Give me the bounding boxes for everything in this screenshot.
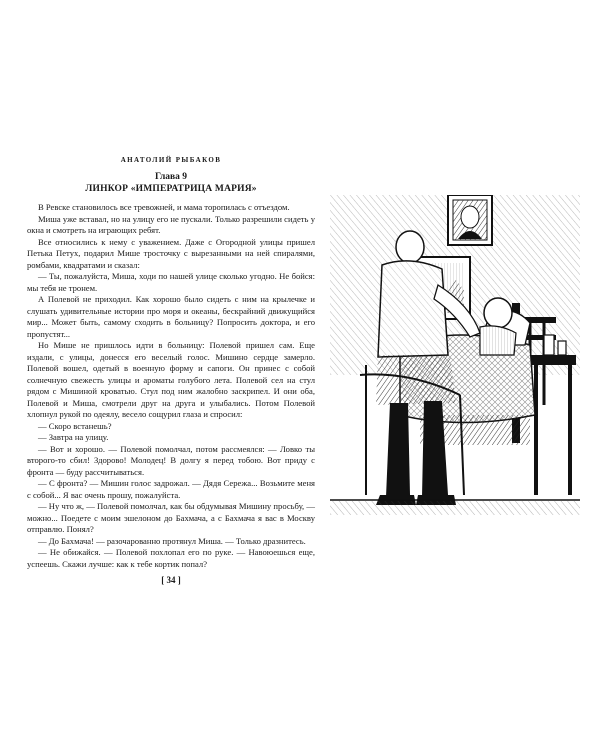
paragraph: — С фронта? — Мишин голос задрожал. — Дядя Сережа... Возьмите меня с собой... Я вас очень прошу, пожалуйста. — [27, 478, 315, 500]
ink-illustration-sailor-at-bedside-icon — [330, 195, 580, 515]
wall-portrait — [448, 195, 492, 245]
paragraph: Но Мише не пришлось идти в больницу: Полевой пришел сам. Еще издали, с улицы, донесся его веселый голос. Мишино сердце замерло. Полевой вошел, одетый в военную форму и сапоги. Он принес с собой солнечную свежесть улицы и ароматы голубого лета. Полевой сел на стул рядом с Мишиной кроватью. Стул под ним жалобно заскрипел. И они оба, Полевой и Миша, смотрели друг на друга и улыбались. Потом Полевой хлопнул рукой по одеялу, весело сощурил глаза и спросил: — [27, 340, 315, 419]
running-header-author: АНАТОЛИЙ РЫБАКОВ — [120, 156, 222, 164]
paragraph: — Ты, пожалуйста, Миша, ходи по нашей улице сколько угодно. Не бойся: мы тебя не тронем. — [27, 271, 315, 293]
page-number: [ 34 ] — [161, 575, 181, 585]
paragraph: Миша уже вставал, но на улицу его не пускали. Только разрешили сидеть у окна и смотреть на играющих ребят. — [27, 213, 315, 235]
paragraph: — Завтра на улицу. — [38, 432, 109, 442]
paragraph: А Полевой не приходил. Как хорошо было сидеть с ним на крылечке и слушать удивительные истории про моря и океаны, бескрайний движущийся мир... Может быть, самому сходить в больницу? Попросить доктора, и его пропустят... — [27, 294, 315, 339]
chapter-title: ЛИНКОР «ИМПЕРАТРИЦА МАРИЯ» — [85, 184, 257, 194]
paragraph: — Ну что ж, — Полевой помолчал, как бы обдумывая Мишину просьбу, — можно... Поедете с моим эшелоном до Бахмача, а с Бахмача я вас в Москву отправлю. Понял? — [27, 501, 315, 534]
paragraph: — Не обижайся. — Полевой похлопал его по руке. — Навоюешься еще, успеешь. Скажи лучше: как к тебе кортик попал? — [27, 547, 315, 569]
paragraph: — Скоро встанешь? — [38, 420, 112, 431]
paragraph: — До Бахмача! — разочарованно протянул Миша. — Только дразнитесь. — [38, 535, 306, 546]
chapter-number: Глава 9 — [154, 172, 188, 182]
text-column — [27, 156, 315, 570]
paragraph: — Вот и хорошо. — Полевой помолчал, потом рассмеялся: — Ловко ты второго-то сбил! Здорово! Молодец! В долгу я перед тобою. Вот приду с фронта — буду рассчитываться. — [27, 443, 315, 477]
bedside-table — [530, 335, 576, 495]
paragraph: Все относились к нему с уважением. Даже с Огородной улицы пришел Петька Петух, подарил Мише тросточку с вырезанными на ней спиралями, ромбами, квадратами и сказал: — [27, 236, 315, 270]
paragraph: В Ревске становилось все тревожней, и мама торопилась с отъездом. — [38, 202, 290, 212]
